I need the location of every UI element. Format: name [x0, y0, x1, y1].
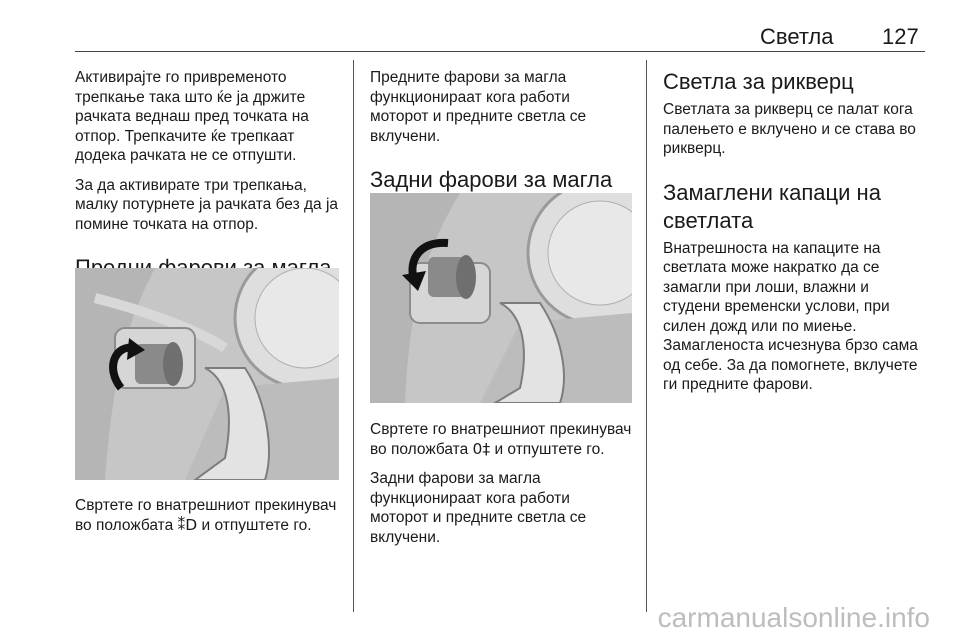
page-number: 127: [882, 24, 919, 49]
figure-rear-fog-switch: [370, 193, 632, 403]
caption-text: Свртете го внатрешниот прекинувач во положбата: [75, 497, 337, 534]
paragraph: Задни фарови за магла функционираат кога работи моторот и предните светла се вклучени.: [370, 470, 587, 546]
column-divider-2: [646, 60, 647, 612]
caption-text: и отпуштете го.: [201, 516, 312, 534]
section-title: Светла: [760, 24, 834, 49]
paragraph: Предните фарови за магла функционираат кога работи моторот и предните светла се вклучени.: [370, 69, 587, 145]
front-fog-light-icon: ⁑D: [177, 515, 198, 534]
paragraph: За да активирате три трепкања, малку потурнете ја рачката без да ја помине точката на отпор.: [75, 176, 339, 233]
column-2-lower: [370, 420, 632, 557]
heading-fogged-lamp-covers: Замаглени капаци на светлата: [663, 179, 881, 233]
column-2: [370, 68, 632, 194]
figure-front-fog-switch: [75, 268, 339, 480]
fog-switch-illustration: [75, 268, 339, 480]
caption-text: Свртете го внатрешниот прекинувач во положбата: [370, 421, 632, 458]
paragraph: Активирајте го привременото трепкање така што ќе ја држите рачката веднаш пред точката на отпор. Трепкачите ќе трепкаат додека рачката не се отпушти.: [75, 69, 309, 164]
caption-front-fog: [75, 496, 341, 545]
header-rule: [75, 51, 925, 52]
watermark: carmanualsonline.info: [657, 602, 930, 633]
fog-switch-illustration: [370, 193, 632, 403]
heading-rear-fog-lights: Задни фарови за магла: [370, 167, 613, 192]
paragraph: Внатрешноста на капаците на светлата може накратко да се замагли при лоши, влажни и студени временски услови, при силен дожд или по миење. Замагленоста исчезнува брзо сама од себе. За да помогнете, вклучете ги предните фарови.: [663, 239, 918, 393]
heading-reversing-lights: Светла за рикверц: [663, 69, 854, 94]
paragraph: Светлата за рикверц се палат кога палењето е вклучено и се става во рикверц.: [663, 101, 916, 157]
page-header: [0, 0, 960, 56]
column-1: [75, 68, 341, 282]
rear-fog-light-icon: 0‡: [472, 439, 491, 458]
column-divider-1: [353, 60, 354, 612]
caption-text: и отпуштете го.: [494, 440, 605, 458]
column-3: [663, 68, 927, 405]
